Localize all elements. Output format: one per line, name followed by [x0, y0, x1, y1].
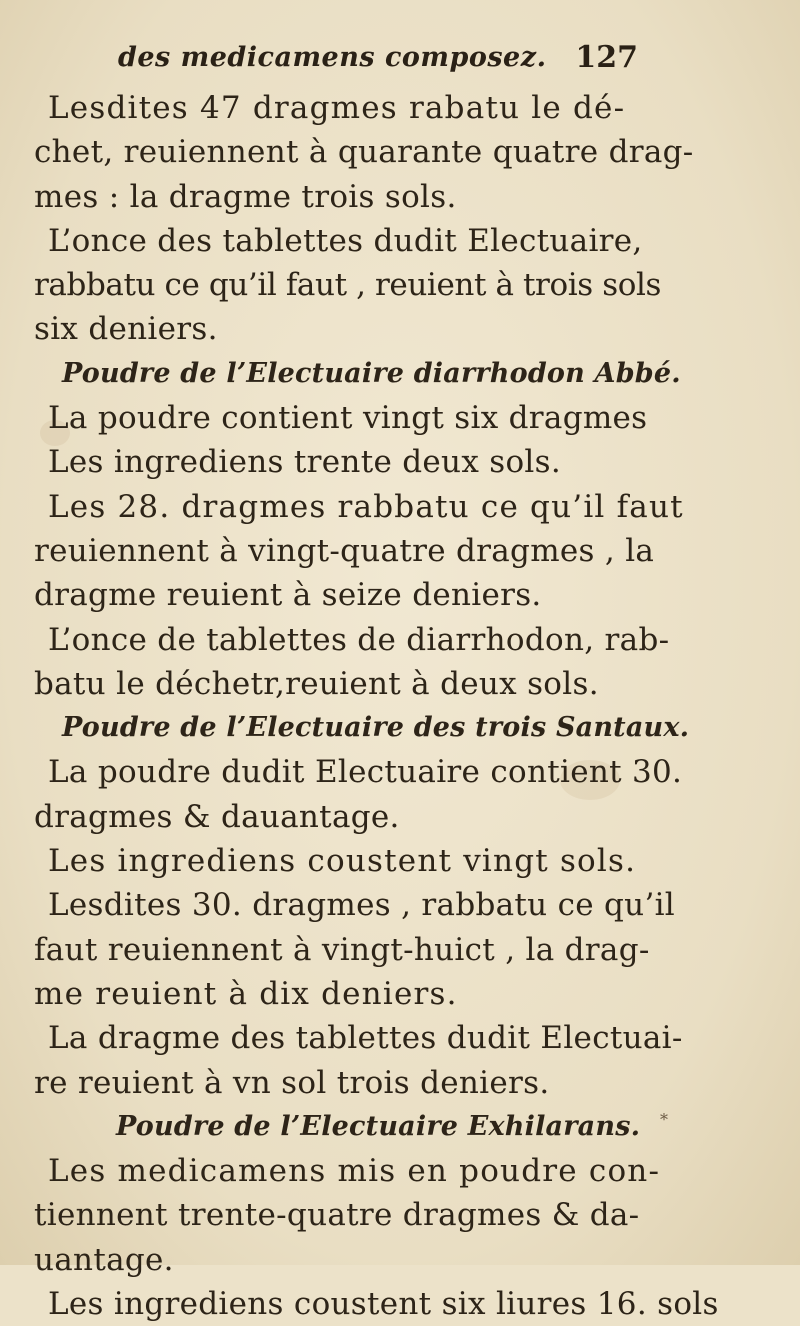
- text-line: dragme reuient à seize deniers.: [34, 577, 542, 614]
- text-line: Les 28. dragmes rabbatu ce qu’il faut: [48, 488, 684, 525]
- printer-mark: *: [660, 1110, 668, 1129]
- text-line: dragmes & dauantage.: [34, 798, 400, 835]
- text-line: Lesdites 30. dragmes , rabbatu ce qu’il: [48, 887, 676, 924]
- text-line: Les medicamens mis en poudre con-: [48, 1153, 661, 1190]
- text-line: La dragme des tablettes dudit Electuai-: [48, 1020, 683, 1057]
- page-number: 127: [575, 40, 638, 75]
- text-line: six deniers.: [34, 311, 218, 348]
- running-head: des medicamens composez.: [118, 42, 547, 73]
- page-header: [118, 42, 638, 82]
- text-line: L’once de tablettes de diarrhodon, rab-: [48, 621, 670, 658]
- text-line: Lesdites 47 dragmes rabatu le dé-: [48, 90, 626, 126]
- text-line: rabbatu ce qu’il faut , reuient à trois sols: [34, 267, 662, 304]
- text-line: Les ingrediens coustent vingt sols.: [48, 843, 637, 880]
- text-line: Les ingrediens trente deux sols.: [48, 444, 562, 481]
- text-line: chet, reuiennent à quarante quatre drag-: [34, 134, 694, 171]
- section-heading: Poudre de l’Electuaire diarrhodon Abbé.: [62, 357, 681, 389]
- section-heading: Poudre de l’Electuaire des trois Santaux.: [62, 712, 690, 744]
- text-line: reuiennent à vingt-quatre dragmes , la: [34, 532, 655, 569]
- text-line: Les ingrediens coustent six liures 16. sols: [48, 1286, 719, 1323]
- text-line: batu le déchetr,reuient à deux sols.: [34, 665, 599, 702]
- text-line: mes : la dragme trois sols.: [34, 178, 457, 215]
- text-line: La poudre dudit Electuaire contient 30.: [48, 754, 683, 791]
- text-line: faut reuiennent à vingt-huict , la drag-: [34, 931, 650, 968]
- text-line: me reuient à dix deniers.: [34, 975, 458, 1012]
- text-line: uantage.: [34, 1241, 174, 1278]
- text-line: L’once des tablettes dudit Electuaire,: [48, 222, 643, 259]
- text-line: re reuient à vn sol trois deniers.: [34, 1064, 550, 1101]
- section-heading: Poudre de l’Electuaire Exhilarans.: [116, 1110, 641, 1142]
- text-line: La poudre contient vingt six dragmes: [48, 400, 648, 437]
- text-line: tiennent trente-quatre dragmes & da-: [34, 1197, 640, 1234]
- page-body: [34, 86, 719, 1326]
